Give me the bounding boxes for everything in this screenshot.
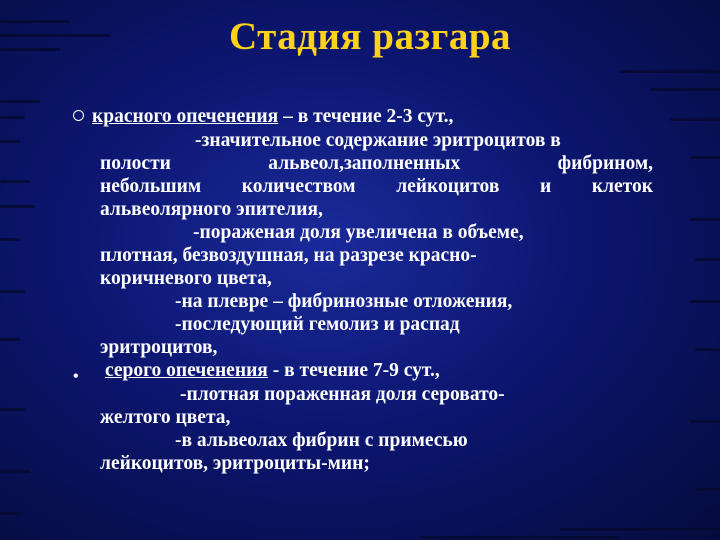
bullet-heading-gray — [105, 359, 440, 382]
text-line: -в альвеолах фибрин с примесью — [175, 430, 468, 451]
slide-title: Стадия разгара — [228, 15, 512, 58]
term-red-duration: – в течение 2-3 сут., — [278, 106, 454, 127]
text-line: небольшим количеством лейкоцитов и клеток — [100, 176, 653, 197]
text-line: желтого цвета, — [100, 407, 231, 428]
text-line: лейкоцитов, эритроциты-мин; — [100, 453, 370, 474]
text-line: плотная, безвоздушная, на разрезе красно- — [100, 245, 477, 266]
bullet-heading-red — [92, 105, 453, 128]
text-line: альвеолярного эпителия, — [100, 199, 323, 220]
term-red: красного опеченения — [92, 106, 279, 127]
text-line: -значительное содержание эритроцитов в — [195, 130, 561, 151]
text-line: -пораженая доля увеличена в объеме, — [193, 222, 524, 243]
bullet-dot-icon: • — [73, 368, 79, 385]
text-line: -плотная пораженная доля серовато- — [180, 384, 505, 405]
text-line: коричневого цвета, — [100, 268, 272, 289]
text-line: -последующий гемолиз и распад — [175, 314, 460, 335]
text-line: полости альвеол,заполненных фибрином, — [100, 153, 653, 174]
circle-bullet-icon — [73, 110, 84, 121]
term-gray: серого опеченения — [105, 360, 268, 381]
text-line: -на плевре – фибринозные отложения, — [175, 291, 513, 312]
term-gray-duration: - в течение 7-9 сут., — [267, 360, 440, 381]
text-line: эритроцитов, — [100, 337, 218, 358]
